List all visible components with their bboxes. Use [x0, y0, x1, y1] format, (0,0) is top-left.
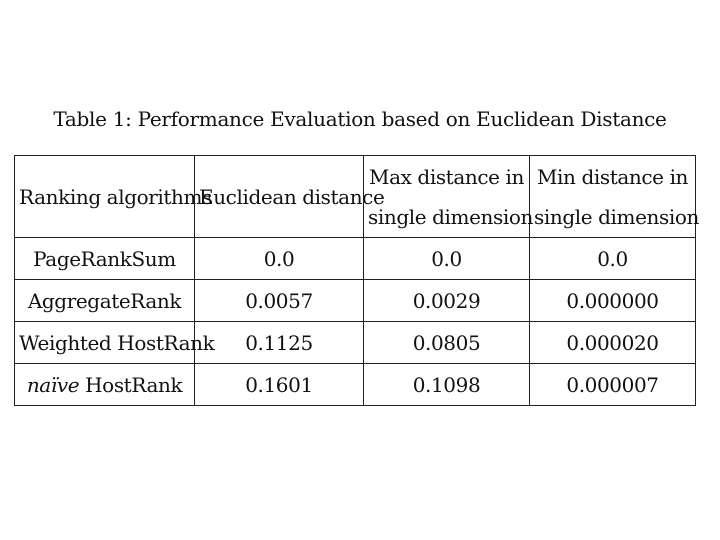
header-euclidean-distance: Euclidean distance	[195, 156, 364, 238]
algorithm-name-cell	[15, 364, 195, 406]
table-row	[15, 280, 696, 322]
header-ranking-algorithms: Ranking algorithms	[15, 156, 195, 238]
max-distance-value: 0.0805	[364, 322, 530, 364]
algorithm-name-italic: naïve	[26, 372, 80, 397]
header-max-distance	[364, 156, 533, 238]
table-row	[15, 238, 696, 280]
min-distance-value: 0.000020	[530, 322, 696, 364]
euclidean-distance-value: 0.0	[195, 238, 364, 280]
table-row	[15, 322, 696, 364]
max-distance-value: 0.0029	[364, 280, 530, 322]
table-header-row	[15, 156, 696, 238]
euclidean-distance-value: 0.1601	[195, 364, 364, 406]
euclidean-distance-value: 0.1125	[195, 322, 364, 364]
header-max-distance-line2: single dimension	[368, 204, 533, 229]
header-min-distance-line1: Min distance in	[536, 164, 689, 189]
algorithm-name: Weighted HostRank	[15, 322, 195, 364]
max-distance-value: 0.1098	[364, 364, 530, 406]
algorithm-name: PageRankSum	[15, 238, 195, 280]
header-min-distance	[530, 156, 699, 238]
max-distance-value: 0.0	[364, 238, 530, 280]
table-caption: Table 1: Performance Evaluation based on Euclidean Distance	[53, 107, 667, 131]
min-distance-value: 0.000007	[530, 364, 696, 406]
header-min-distance-line2: single dimension	[534, 204, 699, 229]
performance-table	[14, 155, 699, 406]
min-distance-value: 0.000000	[530, 280, 696, 322]
euclidean-distance-value: 0.0057	[195, 280, 364, 322]
algorithm-name: AggregateRank	[15, 280, 195, 322]
table-row	[15, 364, 696, 406]
min-distance-value: 0.0	[530, 238, 696, 280]
algorithm-name: HostRank	[85, 372, 183, 397]
header-max-distance-line1: Max distance in	[368, 164, 525, 189]
